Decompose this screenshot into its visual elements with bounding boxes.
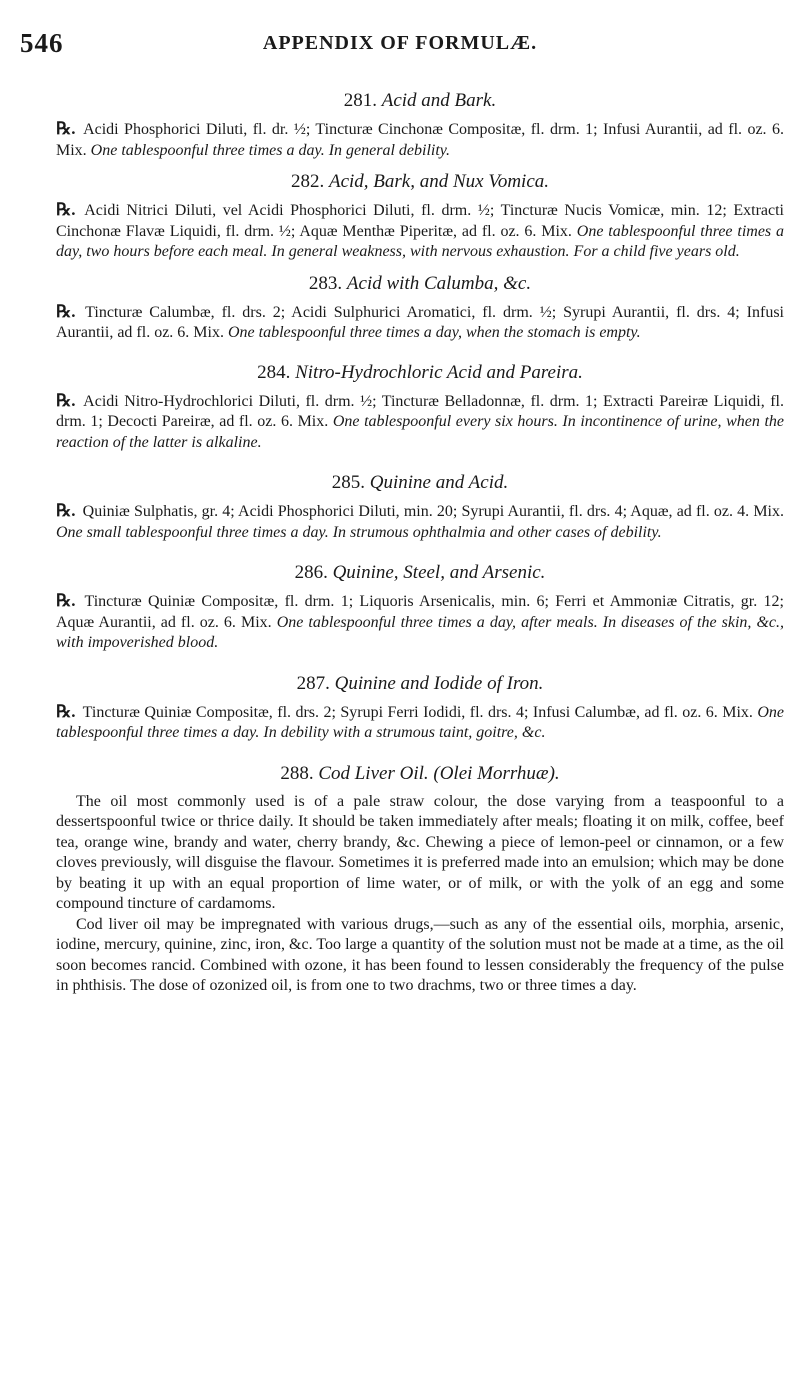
formula-title: [56, 562, 784, 584]
recipe-symbol: ℞.: [56, 119, 76, 138]
recipe-symbol: ℞.: [56, 501, 76, 520]
formula-title-text: Cod Liver Oil. (Olei Morrhuæ).: [318, 762, 560, 784]
formula-body: [56, 302, 784, 344]
formula-title-text: Quinine and Iodide of Iron.: [334, 672, 544, 694]
formula-directions: One tablespoonful three times a day. In debility with a strumous taint, goitre, &c.: [56, 703, 785, 741]
formula-number: 281.: [343, 90, 377, 111]
formula-number: 284.: [257, 361, 291, 383]
formula-body: [56, 200, 784, 263]
formula-body: [56, 702, 784, 744]
recipe-symbol: ℞.: [56, 591, 76, 610]
formula-number: 285.: [331, 472, 366, 493]
formula-ingredients: Acidi Phosphorici Diluti, fl. dr. ½; Tincturæ Cinchonæ Compositæ, fl. drm. 1; Infusi Aurantii, ad fl. oz. 6. Mix.: [56, 121, 784, 159]
formula-ingredients: Acidi Nitro-Hydrochlorici Diluti, fl. drm. ½; Tincturæ Belladonnæ, fl. drm. 1; Extracti Pareiræ Liquidi, fl. drm. 1; Decocti Pareiræ, ad fl. oz. 6. Mix.: [56, 392, 785, 430]
formula-286: [56, 562, 784, 654]
formula-title-text: Acid and Bark.: [381, 90, 497, 111]
formula-body: [56, 591, 784, 654]
formula-directions: One tablespoonful three times a day, when the stomach is empty.: [227, 324, 641, 341]
formula-directions: One tablespoonful three times a day. In general debility.: [90, 141, 451, 159]
formula-directions: One tablespoonful every six hours. In incontinence of urine, when the reaction of the latter is alkaline.: [56, 413, 785, 451]
formula-title: [56, 362, 784, 384]
formula-title-text: Acid with Calumba, &c.: [346, 272, 532, 294]
cod-liver-oil-paragraph: The oil most commonly used is of a pale straw colour, the dose varying from a teaspoonful to a dessertspoonful twice or thrice daily. It should be taken immediately after meals; floating it on milk, coffee, beef tea, orange wine, brandy and water, cherry brandy, &c. Chewing a piece of lemon-peel or cinnamon, or a few cloves previously, will disguise the flavour. Sometimes it is preferred made into an emulsion; which may be done by beating it up with an equal proportion of lime water, or of milk, or with the yolk of an egg and some compound tincture of cardamoms.: [56, 792, 784, 912]
formula-body: [56, 501, 784, 543]
formula-directions: One tablespoonful three times a day, two hours before each meal. In general weakness, with nervous exhaustion. For a child five years old.: [56, 222, 784, 260]
recipe-symbol: ℞.: [56, 390, 76, 410]
formula-directions: One tablespoonful three times a day, after meals. In diseases of the skin, &c., with impoverished blood.: [56, 613, 785, 651]
formula-number: 287.: [296, 672, 330, 694]
formula-ingredients: Tincturæ Calumbæ, fl. drs. 2; Acidi Sulphurici Aromatici, fl. drm. ½; Syrupi Aurantii, fl. drs. 4; Infusi Aurantii, ad fl. oz. 6. Mix.: [56, 303, 784, 341]
formula-282: [56, 171, 784, 263]
formula-body: [56, 119, 784, 161]
formula-number: 282.: [290, 171, 325, 192]
formula-directions: One small tablespoonful three times a day. In strumous ophthalmia and other cases of debility.: [56, 523, 662, 541]
page-header: [0, 28, 800, 64]
page-content: [56, 90, 784, 997]
formula-number: 283.: [308, 272, 343, 294]
recipe-symbol: ℞.: [56, 200, 76, 219]
formula-288: [56, 763, 784, 997]
recipe-symbol: ℞.: [56, 301, 76, 321]
formula-title: [56, 472, 784, 494]
recipe-symbol: ℞.: [56, 701, 76, 721]
formula-title: [56, 273, 784, 295]
formula-number: 286.: [294, 562, 328, 583]
formula-ingredients: Quiniæ Sulphatis, gr. 4; Acidi Phosphorici Diluti, min. 20; Syrupi Aurantii, fl. drs. 4; Aquæ, ad fl. oz. 4. Mix.: [82, 503, 785, 520]
formula-body: [56, 391, 784, 454]
running-head: APPENDIX OF FORMULÆ.: [262, 32, 538, 54]
formula-285: [56, 472, 784, 543]
formula-281: [56, 90, 784, 161]
formula-title-text: Quinine and Acid.: [369, 472, 509, 493]
formula-ingredients: Tincturæ Quiniæ Compositæ, fl. drs. 2; Syrupi Ferri Iodidi, fl. drs. 4; Infusi Calumbæ, ad fl. oz. 6. Mix.: [82, 703, 753, 721]
formula-title-text: Acid, Bark, and Nux Vomica.: [328, 171, 550, 192]
formula-title-text: Nitro-Hydrochloric Acid and Pareira.: [295, 361, 583, 383]
formula-ingredients: Acidi Nitrici Diluti, vel Acidi Phosphorici Diluti, fl. drm. ½; Tincturæ Nucis Vomicæ, min. 12; Extracti Cinchonæ Flavæ Liquidi, fl. drm. ½; Aquæ Menthæ Piperitæ, ad fl. oz. 6. Mix.: [56, 202, 785, 240]
cod-liver-oil-paragraph: Cod liver oil may be impregnated with various drugs,—such as any of the essential oils, morphia, arsenic, iodine, mercury, quinine, zinc, iron, &c. Too large a quantity of the solution must not be made at a time, as the oil soon becomes rancid. Combined with ozone, it has been found to lessen considerably the frequency of the pulse in phthisis. The dose of ozonized oil, is from one to two drachms, two or three times a day.: [56, 915, 784, 994]
formula-title: [56, 171, 784, 193]
formula-ingredients: Tincturæ Quiniæ Compositæ, fl. drm. 1; Liquoris Arsenicalis, min. 6; Ferri et Ammoniæ Citratis, gr. 12; Aquæ Aurantii, ad fl. oz. 6. Mix.: [56, 593, 784, 631]
formula-284: [56, 362, 784, 454]
page-number: 546: [20, 28, 64, 58]
formula-title: [56, 763, 784, 785]
formula-287: [56, 673, 784, 744]
formula-number: 288.: [280, 762, 314, 784]
formula-283: [56, 273, 784, 344]
formula-title: [56, 90, 784, 112]
formula-title: [56, 673, 784, 695]
formula-title-text: Quinine, Steel, and Arsenic.: [332, 562, 546, 583]
